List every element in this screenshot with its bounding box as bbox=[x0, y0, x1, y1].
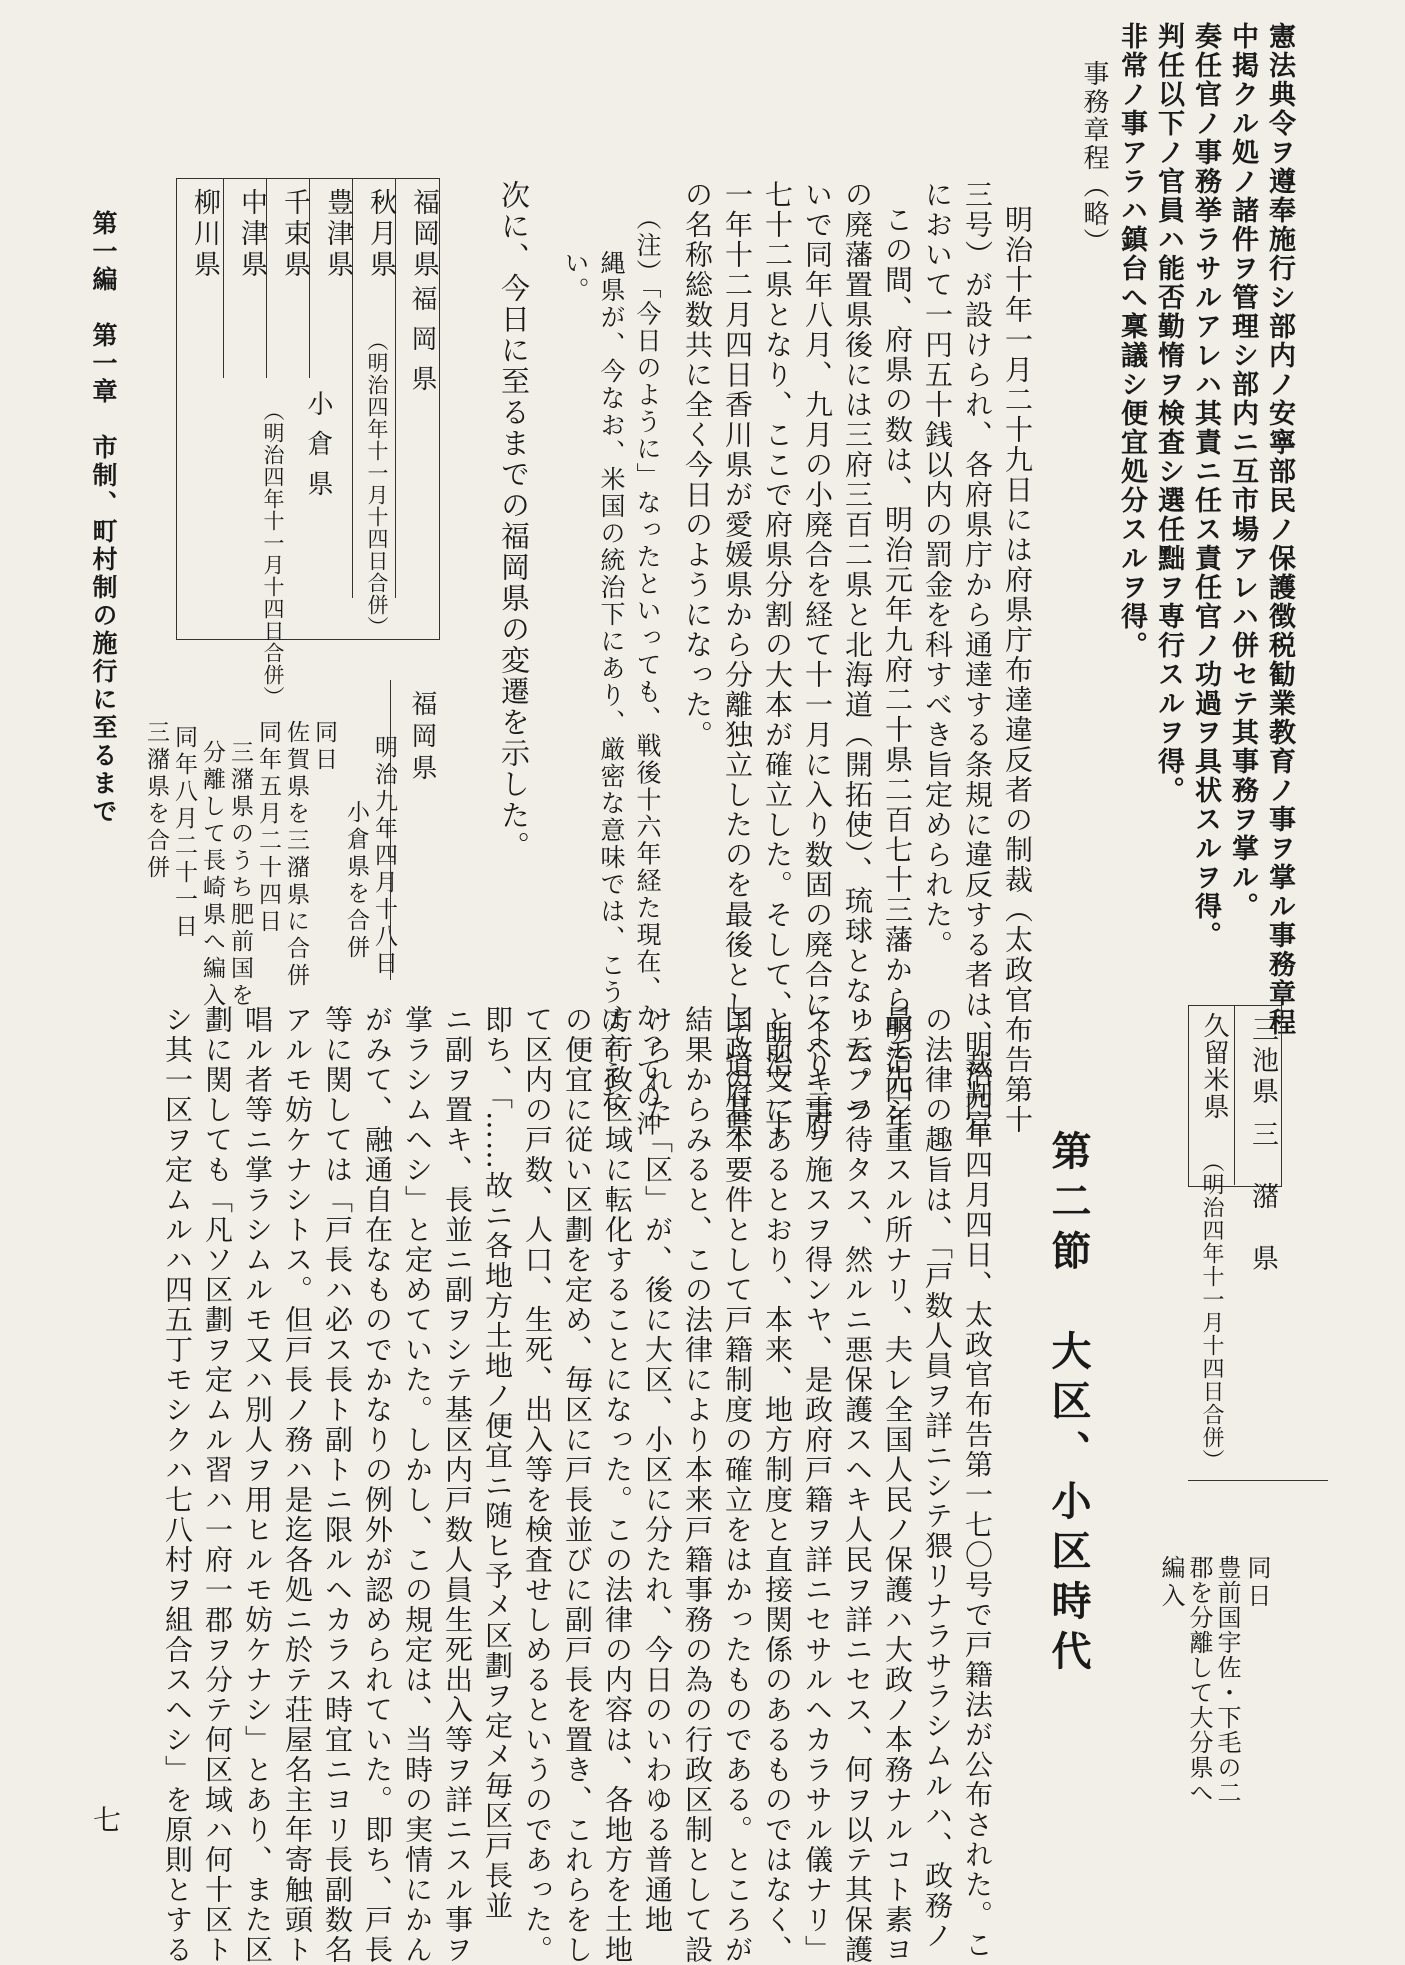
domain-name: 福岡県 bbox=[408, 188, 439, 281]
history-note: 豊前国宇佐・下毛の二 bbox=[1213, 1555, 1241, 1805]
history-note: 三潴県のうち肥前国を bbox=[227, 740, 253, 1010]
text-line: 劃に関しても「凡ソ区劃ヲ定ムル習ハ一府一郡ヲ分テ何区域ハ何十区ト bbox=[201, 1005, 234, 1965]
text-line: 国政の基本要件として戸籍制度の確立をはかったものである。ところが bbox=[721, 1005, 754, 1965]
mid-prefecture: 小倉県 bbox=[303, 390, 333, 510]
domain-name: 千束県 bbox=[279, 188, 310, 281]
text-line: 明治十年一月二十九日には府県庁布達違反者の制裁（太政官布告第十 bbox=[1001, 205, 1034, 1135]
domain-name: 三池県 bbox=[1247, 1015, 1278, 1108]
ordinance-line: 憲法典令ヲ遵奉施行シ部内ノ安寧部民ノ保護徴税勧業教育ノ事ヲ掌ル事務章程 bbox=[1264, 22, 1295, 1037]
history-note: 編入 bbox=[1157, 1555, 1185, 1611]
connector bbox=[1188, 1480, 1328, 1481]
text-line: 等に関しては「戸長ハ必ス長ト副トニ限ルヘカラス時宜ニヨリ長副数名 bbox=[321, 1005, 354, 1965]
text-line: 掌ラシムヘシ」と定めていた。しかし、この規定は、当時の実情にかん bbox=[401, 1005, 434, 1965]
text-line: 結果からみると、この法律により本来戸籍事務の為の行政区制として設 bbox=[681, 1005, 714, 1965]
text-line: 唱ル者等ニ掌ラシムルモ又ハ別人ヲ用ヒルモ妨ケナシ」とあり、また区 bbox=[241, 1005, 274, 1965]
text-line: 最モ先シ重スル所ナリ、夫レ全国人民ノ保護ハ大政ノ本務ナルコト素ヨ bbox=[881, 1005, 914, 1965]
history-note: 小倉県を合併 bbox=[343, 800, 369, 962]
chart-intro: 次に、今日に至るまでの福岡県の変遷を示した。 bbox=[497, 180, 531, 862]
running-footer: 第一編 第一章 市制、町村制の施行に至るまで bbox=[89, 210, 118, 826]
mid-prefecture: 福岡県 bbox=[407, 285, 437, 405]
text-line: がみて、融通自在なものでかなりの例外が認められていた。即ち、戸長 bbox=[361, 1005, 394, 1965]
text-line: 明治四年四月四日、太政官布告第一七〇号で戸籍法が公布された。こ bbox=[961, 1030, 994, 1960]
history-note: 同年八月二十一日 bbox=[171, 725, 197, 941]
domain-name: 久留米県 bbox=[1199, 1012, 1229, 1120]
divider bbox=[1234, 1005, 1235, 1185]
ordinance-line: 判任以下ノ官員ハ能否勤惰ヲ検査シ選任黜ヲ専行スルヲ得。 bbox=[1153, 22, 1184, 805]
ordinance-closing: 事務章程（略） bbox=[1079, 60, 1109, 256]
ordinance-line: 中掲クル処ノ諸件ヲ管理シ部内ニ互市場アレハ併セテ其事務ヲ掌ル。 bbox=[1227, 22, 1258, 921]
section-title: 第二節 大区、小区時代 bbox=[1045, 1130, 1092, 1680]
note-line: （注）「今日のように」なったといっても、戦後十六年経た現在、かっての沖 bbox=[633, 205, 662, 1138]
connector bbox=[390, 680, 391, 980]
text-line: 三号）が設けられ、各府県庁から通達する条規に違反する者は、裁判官 bbox=[961, 180, 994, 1140]
text-line: アルモ妨ケナシトス。但戸長ノ務ハ是迄各処ニ於テ荘屋名主年寄触頭ト bbox=[281, 1005, 314, 1965]
history-note: 郡を分離して大分県へ bbox=[1185, 1555, 1213, 1805]
text-line: の便宜に従い区劃を定め、毎区に戸長並びに副戸長を置き、これらをし bbox=[561, 1005, 594, 1965]
domain-name: 秋月県 bbox=[365, 188, 396, 281]
final-prefecture: 福岡県 bbox=[407, 690, 437, 786]
text-line: の廃藩置県後には三府三百二県と北海道（開拓使）、琉球となった。つ bbox=[841, 180, 874, 1126]
text-line: て区内の戸数、人口、生死、出入等を検査せしめるというのであった。 bbox=[521, 1005, 554, 1965]
history-note: 同年五月二十四日 bbox=[255, 720, 281, 936]
domain-name: 豊津県 bbox=[322, 188, 353, 281]
text-line: 一年十二月四日香川県が愛媛県から分離独立したのを最後として道府県 bbox=[721, 180, 754, 1140]
page-number: 七 bbox=[89, 1805, 122, 1835]
text-line: と前文にあるとおり、本来、地方制度と直接関係のあるものではなく、 bbox=[761, 1005, 794, 1965]
text-line: 方行政区域に転化することになった。この法律の内容は、各地方を土地 bbox=[601, 1005, 634, 1965]
text-line: いで同年八月、九月の小廃合を経て十一月に入り数固の廃合により三府 bbox=[801, 180, 834, 1140]
merge-date: （明治四年十一月十四日合併） bbox=[261, 400, 285, 708]
history-note: 分離して長崎県へ編入 bbox=[199, 740, 225, 1010]
mid-prefecture: 三 潴 県 bbox=[1247, 1120, 1278, 1275]
history-note: 明治九年四月十八日 bbox=[371, 735, 397, 978]
text-line: シ其一区ヲ定ムルハ四五丁モシクハ七八村ヲ組合スヘシ」を原則とする bbox=[161, 1005, 194, 1965]
merge-date: （明治四年十一月十四日合併） bbox=[1199, 1150, 1224, 1472]
ordinance-line: 非常ノ事アラハ鎮台へ稟議シ便宜処分スルヲ得。 bbox=[1116, 22, 1147, 660]
domain-name: 中津県 bbox=[236, 188, 267, 281]
domain-name: 柳川県 bbox=[189, 188, 220, 281]
text-line: ニ副ヲ置キ、長並ニ副ヲシテ基区内戸数人員生死出入等ヲ詳ニスル事ヲ bbox=[441, 1005, 474, 1965]
text-line: の名称総数共に全く今日のようになった。 bbox=[681, 180, 714, 750]
note-line: 縄県が、今なお、米国の統治下にあり、厳密な意味では、こうは言えな bbox=[597, 250, 626, 1114]
text-line: において一円五十銭以内の罰金を科すべき旨定められた。 bbox=[921, 180, 954, 960]
history-note: 三潴県を合併 bbox=[143, 720, 169, 882]
text-line: の法律の趣旨は、「戸数人員ヲ詳ニシテ猥リナラサラシムルハ、政務ノ bbox=[921, 1005, 954, 1951]
text-line: リ云フヲ待タス、然ルニ悪保護スヘキ人民ヲ詳ニセス、何ヲ以テ其保護 bbox=[841, 1005, 874, 1965]
note-line: い。 bbox=[561, 250, 590, 304]
text-line: 七十二県となり、ここで府県分割の大本が確立した。そして、明治二十 bbox=[761, 180, 794, 1140]
merge-date: （明治四年十一月十四日合併） bbox=[365, 330, 389, 638]
history-note: 佐賀県を三潴県に合併 bbox=[283, 720, 309, 990]
ordinance-line: 奏任官ノ事務挙ラサルアレハ其責ニ任ス責任官ノ功過ヲ具状スルヲ得。 bbox=[1190, 22, 1221, 950]
text-line: 即ち、「……故ニ各地方土地ノ便宜ニ随ヒ予メ区劃ヲ定メ毎区戸長並 bbox=[481, 1005, 514, 1921]
history-note: 同日 bbox=[1243, 1555, 1271, 1611]
text-line: けられた「区」が、後に大区、小区に分たれ、今日のいわゆる普通地 bbox=[641, 1005, 674, 1935]
text-line: この間、府県の数は、明治元年九府二十県二百七十三藩から明治四年 bbox=[881, 205, 914, 1135]
text-line: スヘキ事ヲ施スヲ得ンヤ、是政府戸籍ヲ詳ニセサルヘカラサル儀ナリ」 bbox=[801, 1005, 834, 1965]
history-note: 同日 bbox=[311, 720, 337, 774]
